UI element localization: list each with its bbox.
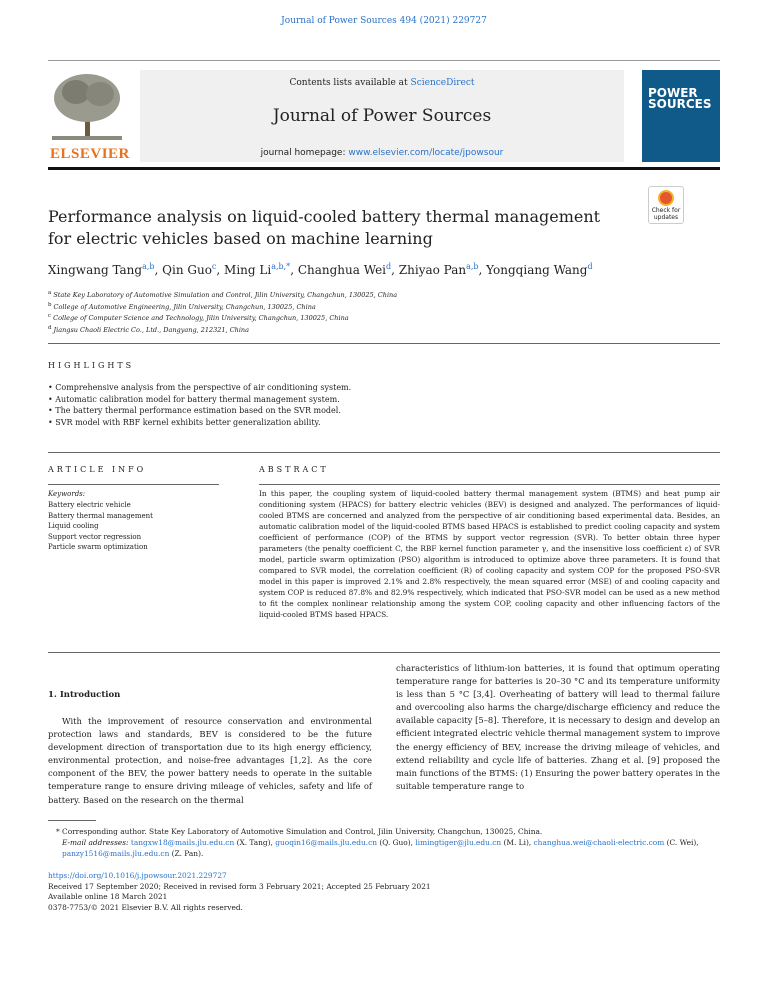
author-list	[48, 262, 593, 277]
abstract-underline	[259, 484, 720, 485]
highlights-list	[48, 382, 351, 428]
email-owner: (Q. Guo),	[377, 838, 416, 847]
email-owner: (X. Tang),	[234, 838, 276, 847]
received-dates: Received 17 September 2020; Received in revised form 3 February 2021; Accepted 25 February 2021	[48, 881, 431, 891]
affiliation-marker: a	[48, 290, 52, 296]
email-list	[62, 838, 699, 858]
highlight-item: • The battery thermal performance estimation based on the SVR model.	[48, 406, 341, 415]
contents-prefix: Contents lists available at	[289, 78, 411, 88]
sciencedirect-link[interactable]: ScienceDirect	[410, 78, 475, 88]
highlight-item: • Automatic calibration model for battery thermal management system.	[48, 394, 340, 404]
masthead-rule	[48, 167, 720, 170]
affiliation	[48, 289, 397, 301]
email-link[interactable]: panzy1516@mails.jlu.edu.cn	[62, 849, 170, 858]
highlight-item: • Comprehensive analysis from the perspective of air conditioning system.	[48, 383, 352, 392]
keywords-list	[48, 500, 153, 553]
contents-line	[140, 78, 624, 88]
author-affil-marker[interactable]: d	[386, 262, 392, 271]
affiliation-text: College of Computer Science and Technology, Jilin University, Changchun, 130025, China	[53, 314, 349, 323]
keywords-label: Keywords:	[48, 490, 86, 498]
intro-right-column: characteristics of lithium-ion batteries, it is found that optimum operating temperature range for batteries is 20–30 °C and its temperature uniformity is less than 5 °C [3,4]. Overheating of battery will lead to thermal failure and overcooling also harms the charge/discharge efficiency and reduce the available capacity [5–8]. Therefore, it is necessary to design and develop an efficient integrated electric vehicle thermal management system to improve the energy efficiency of BEV, increase the driving mileage of vehicles, and extend reliability and cycle life of batteries. Zhang et al. [9] proposed the main functions of the BTMS: (1) Ensuring the power battery operates in the suitable temperature range to	[396, 663, 720, 791]
author-affil-marker[interactable]: a,b	[142, 262, 155, 271]
publication-info	[48, 871, 431, 913]
email-link[interactable]: guoqin16@mails.jlu.edu.cn	[275, 838, 378, 847]
author-separator: ,	[391, 263, 399, 277]
author-separator: ,	[216, 263, 225, 277]
affiliation-marker: c	[48, 313, 52, 320]
keyword-item: Battery electric vehicle	[48, 501, 131, 509]
email-owner: (M. Li),	[501, 838, 534, 847]
journal-title: Journal of Power Sources	[272, 106, 492, 126]
elsevier-logo[interactable]	[48, 70, 130, 162]
corresponding-author-note: * Corresponding author. State Key Laboratory of Automotive Simulation and Control, Jilin University, Changchun, 130025, China.	[56, 827, 543, 836]
journal-info-box	[140, 70, 624, 162]
author-separator: ,	[290, 263, 298, 277]
keyword-item: Battery thermal management	[48, 511, 153, 520]
email-owner: (C. Wei),	[664, 838, 699, 847]
highlights-rule	[48, 343, 720, 344]
affiliation-list	[48, 289, 397, 336]
affiliation-marker: d	[48, 324, 52, 331]
author-affil-marker[interactable]: d	[587, 262, 593, 271]
author-affil-marker[interactable]: a,b,*	[271, 262, 291, 271]
available-online: Available online 18 March 2021	[48, 892, 168, 901]
email-link[interactable]: limingtiger@jlu.edu.cn	[415, 838, 502, 847]
homepage-line	[140, 148, 624, 158]
email-owner: (Z. Pan).	[169, 849, 204, 858]
journal-cover[interactable]	[642, 70, 720, 162]
header-rule	[48, 60, 720, 61]
elsevier-tree-icon	[48, 70, 126, 144]
keyword-item: Particle swarm optimization	[48, 543, 148, 551]
author-affil-marker[interactable]: c	[211, 262, 217, 271]
email-link[interactable]: changhua.wei@chaoli-electric.com	[533, 838, 665, 847]
author-name[interactable]: Ming Li	[224, 263, 272, 277]
doi-link[interactable]: https://doi.org/10.1016/j.jpowsour.2021.229727	[48, 871, 227, 880]
affiliation	[48, 324, 397, 336]
cover-title: POWER SOURCES	[648, 86, 712, 111]
affiliation-text: College of Automotive Engineering, Jilin University, Changchun, 130025, China	[53, 302, 316, 311]
homepage-prefix: journal homepage:	[260, 148, 349, 158]
highlights-heading: HIGHLIGHTS	[48, 361, 135, 370]
abstract-text: In this paper, the coupling system of liquid-cooled battery thermal management system (BTMS) and heat pump air conditioning system (HPACS) for battery electric vehicles (BEV) is designed and analyzed. The performances of liquid-cooled BTMS are concerned and analyzed from the perspective of air conditioning based experimental data. Besides, an automatic calibration model of the liquid-cooled BTMS based HPACS is established to predict cooling capacity and system coefficient of performance (COP) of the BTMS by support vector regression (SVR). To better obtain three hyper parameters (the penalty coefficient C, the RBF kernel function parameter γ, and the insensitive loss coefficient ε) of SVR model, particle swarm optimization (PSO) algorithm is introduced to optimize above three parameters. It is found that compared to SVR model, the correlation coefficient (R) of cooling capacity and system COP for the proposed PSO-SVR model in this paper is improved 2.1% and 2.8% respectively, the mean squared error (MSE) of and cooling capacity and system COP is reduced 87.8% and 82.9% respectively, which indicated that PSO-SVR model can be used as a new method to fit the complex nonlinear relationship among the system COP, cooling capacity and other influencing factors of the liquid-cooled BTMS based HPACS.	[259, 489, 720, 619]
elsevier-wordmark: ELSEVIER	[50, 146, 130, 162]
intro-heading: 1. Introduction	[48, 690, 121, 700]
affiliation-text: State Key Laboratory of Automotive Simulation and Control, Jilin University, Changchun, 130025, China	[53, 291, 398, 300]
article-info-heading: ARTICLE INFO	[48, 465, 147, 474]
footnote	[48, 826, 720, 859]
info-rule	[48, 452, 720, 453]
footnote-rule	[48, 820, 96, 821]
intro-left-column: With the improvement of resource conservation and environmental protection laws and standards, BEV is considered to be the future development direction of transportation due to its high energy efficiency, environmental protection, and noise-free advantages [1,2]. As the core component of the BEV, the power battery needs to operate in the suitable temperature range to ensure driving mileage of vehicles, safety and life of battery. Based on the research on the thermal	[48, 716, 372, 805]
article-info-underline	[48, 484, 219, 485]
email-label: E-mail addresses:	[62, 838, 131, 847]
journal-masthead	[48, 70, 720, 162]
email-link[interactable]: tangxw18@mails.jlu.edu.cn	[130, 838, 235, 847]
check-updates-label: Check for updates	[651, 207, 681, 221]
author-name[interactable]: Changhua Wei	[297, 263, 387, 277]
author-affil-marker[interactable]: a,b	[466, 262, 479, 271]
check-for-updates-badge[interactable]	[648, 186, 684, 224]
author-name[interactable]: Qin Guo	[162, 263, 212, 277]
email-line	[48, 837, 720, 859]
author-name[interactable]: Yongqiang Wang	[486, 263, 588, 277]
affiliation-text: Jiangsu Chaoli Electric Co., Ltd., Dangyang, 212321, China	[53, 326, 249, 335]
author-separator: ,	[154, 263, 163, 277]
author-separator: ,	[478, 263, 487, 277]
abstract-heading: ABSTRACT	[259, 465, 329, 474]
keyword-item: Support vector regression	[48, 532, 142, 541]
author-name[interactable]: Zhiyao Pan	[398, 263, 467, 277]
keyword-item: Liquid cooling	[48, 522, 99, 530]
affiliation	[48, 312, 397, 324]
highlight-item: • SVR model with RBF kernel exhibits better generalization ability.	[48, 417, 321, 427]
copyright: 0378-7753/© 2021 Elsevier B.V. All rights reserved.	[48, 902, 243, 912]
affiliation	[48, 301, 397, 313]
author-name[interactable]: Xingwang Tang	[48, 263, 143, 277]
homepage-link[interactable]: www.elsevier.com/locate/jpowsour	[348, 148, 504, 158]
affiliation-marker: b	[48, 301, 52, 308]
paper-title: Performance analysis on liquid-cooled battery thermal management for electric vehicles based on machine learning	[48, 207, 601, 248]
journal-citation[interactable]: Journal of Power Sources 494 (2021) 229727	[281, 16, 487, 26]
check-updates-icon	[658, 190, 674, 206]
body-rule	[48, 652, 720, 653]
